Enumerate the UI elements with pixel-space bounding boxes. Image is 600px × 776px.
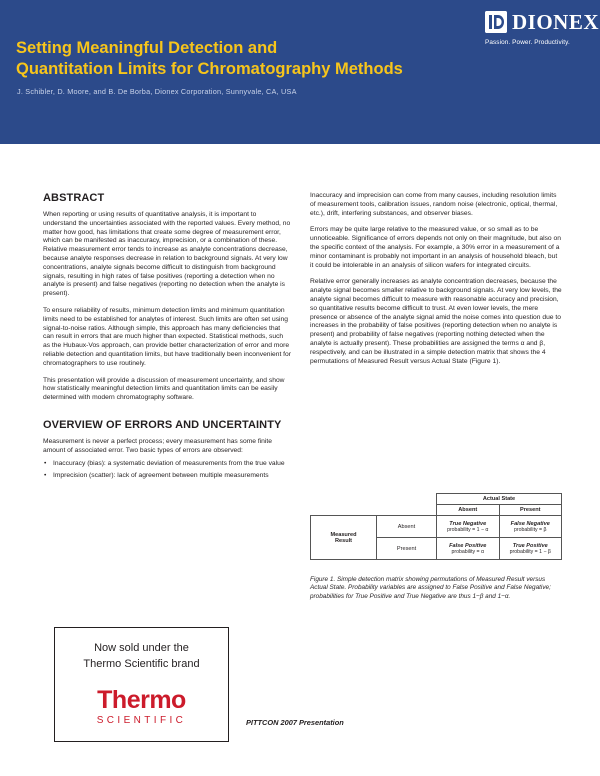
- matrix-row-present: Present: [377, 538, 437, 560]
- true-negative-title: True Negative: [449, 520, 487, 527]
- matrix-corner: [311, 494, 437, 516]
- thermo-notice-text: [55, 640, 228, 672]
- abstract-paragraph-1: When reporting or using results of quantitative analysis, it is important to understand the uncertainties associated with the reported values. Every method, no matter how good, has limitations that create some degree of measurement error, which can be manifested as inaccuracy, imprecision, or a combination of these. Relative measurement error tends to increase as analyte concentrations decrease, because analyte responses decrease in relation to background signals. At very low concentrations, analyte signals become difficult to distinguish from background signals, resulting in high rates of false positives (reporting a detection when no analyte is present) and false negatives (reporting no detection when the analyte is present).: [43, 211, 291, 298]
- matrix-cell-false-negative: [499, 516, 562, 538]
- matrix-col-absent: Absent: [437, 505, 500, 516]
- matrix-col-present: Present: [499, 505, 562, 516]
- dionex-logo: [485, 10, 600, 54]
- right-column: [310, 192, 562, 374]
- matrix-row-header-line-2: Result: [334, 537, 353, 544]
- list-item: • Inaccuracy (bias): a systematic deviation of measurements from the true value: [43, 460, 291, 469]
- abstract-paragraph-3: This presentation will provide a discussion of measurement uncertainty, and show how statistically meaningful detection limits and quantitation limits can be easily determined with modern chromatography software.: [43, 376, 285, 402]
- page-title: [16, 38, 486, 80]
- matrix-row-header-line-1: Measured: [330, 531, 357, 538]
- presentation-footer: PITTCON 2007 Presentation: [246, 718, 344, 727]
- authors-line: J. Schibler, D. Moore, and B. De Borba, Dionex Corporation, Sunnyvale, CA, USA: [17, 87, 297, 96]
- true-negative-prob: probability = 1 − α: [447, 526, 489, 533]
- title-line-1: Setting Meaningful Detection and: [16, 39, 278, 57]
- thermo-logo-subword: SCIENTIFIC: [96, 715, 187, 726]
- list-item: • Imprecision (scatter): lack of agreement between multiple measurements: [43, 472, 291, 481]
- figure-caption: Figure 1. Simple detection matrix showing permutations of Measured Result versus Actual State. Probability variables are assigned to False Positive and False Negative; probabilities for True Positive and True Negative are thus 1−β and 1−α.: [310, 576, 551, 600]
- right-paragraph-2: Errors may be quite large relative to the measured value, or so small as to be unnoticeable. Significance of errors depends not only on their magnitude, but also on the specific context of the analysis. For example, a 30% error in a measurement of a minor contaminant is probably not important in an analysis of household bleach, but it could be intolerable in an analysis of silicon wafers for integrated circuits.: [310, 226, 561, 269]
- abstract-paragraph-2: To ensure reliability of results, minimum detection limits and minimum quantitation limits need to be established for analytes of interest. Such limits are often set using signal-to-noise ratios. Although simple, this approach has many deficiencies that can result in errors that are much higher than expected. Statistical methods, such as the Hubaux-Vos approach, can provide better characterization of error and more reliable detection and quantitation limits, but have traditionally been inconvenient for chromatographers to use routinely.: [43, 306, 291, 367]
- detection-matrix-table: [310, 493, 562, 560]
- matrix-cell-false-positive: [437, 538, 500, 560]
- brand-name: DIONEX: [512, 10, 600, 34]
- matrix-actual-state-header: Actual State: [437, 494, 562, 505]
- matrix-cell-true-negative: [437, 516, 500, 538]
- overview-paragraph-1: Measurement is never a perfect process; every measurement has some finite amount of associated error. Two basic types of errors are observed:: [43, 437, 272, 454]
- thermo-note-line-2: Thermo Scientific brand: [83, 658, 200, 670]
- overview-heading: OVERVIEW OF ERRORS AND UNCERTAINTY: [43, 418, 282, 431]
- abstract-heading: ABSTRACT: [43, 192, 105, 204]
- false-negative-title: False Negative: [510, 520, 550, 527]
- brand-tagline: Passion. Power. Productivity.: [485, 39, 570, 46]
- error-types-list: [43, 460, 291, 482]
- true-positive-title: True Positive: [512, 542, 548, 549]
- right-paragraph-1: Inaccuracy and imprecision can come from many causes, including resolution limits of measurement tools, calibration issues, random noise (electronic, optical, thermal, etc.), drift, interfering substances, and observer biases.: [310, 192, 558, 217]
- title-line-2: Quantitation Limits for Chromatography Methods: [16, 60, 403, 78]
- thermo-logo-word: Thermo: [97, 686, 186, 714]
- right-paragraph-3: Relative error generally increases as analyte concentration decreases, because the analyte signal becomes smaller relative to background signals. At very low levels, the analyte signal becomes difficult to measure with reasonable accuracy and precision, so quantitative results become difficult to trust. At even lower levels, the mere presence or absence of the analyte signal amid the noise comes into question due to increases in the probability of false positives (reporting detection when no analyte is present) and probability of false negatives (reporting nothing detected when the analyte is actually present). These probabilities are assigned the terms α and β, respectively, and can be illustrated in a simple detection matrix that shows the 4 permutations of Measured Result versus Actual State (Figure 1).: [310, 278, 562, 365]
- dionex-mark-icon: [485, 11, 507, 33]
- false-positive-prob: probability = α: [451, 548, 485, 555]
- matrix-row-absent: Absent: [377, 516, 437, 538]
- thermo-note-line-1: Now sold under the: [94, 642, 189, 654]
- matrix-cell-true-positive: [499, 538, 562, 560]
- matrix-row-header: [311, 516, 377, 560]
- left-column: [43, 192, 291, 485]
- false-positive-title: False Positive: [449, 542, 487, 549]
- thermo-scientific-notice: [54, 627, 229, 742]
- true-positive-prob: probability = 1 − β: [509, 548, 551, 555]
- false-negative-prob: probability = β: [513, 526, 547, 533]
